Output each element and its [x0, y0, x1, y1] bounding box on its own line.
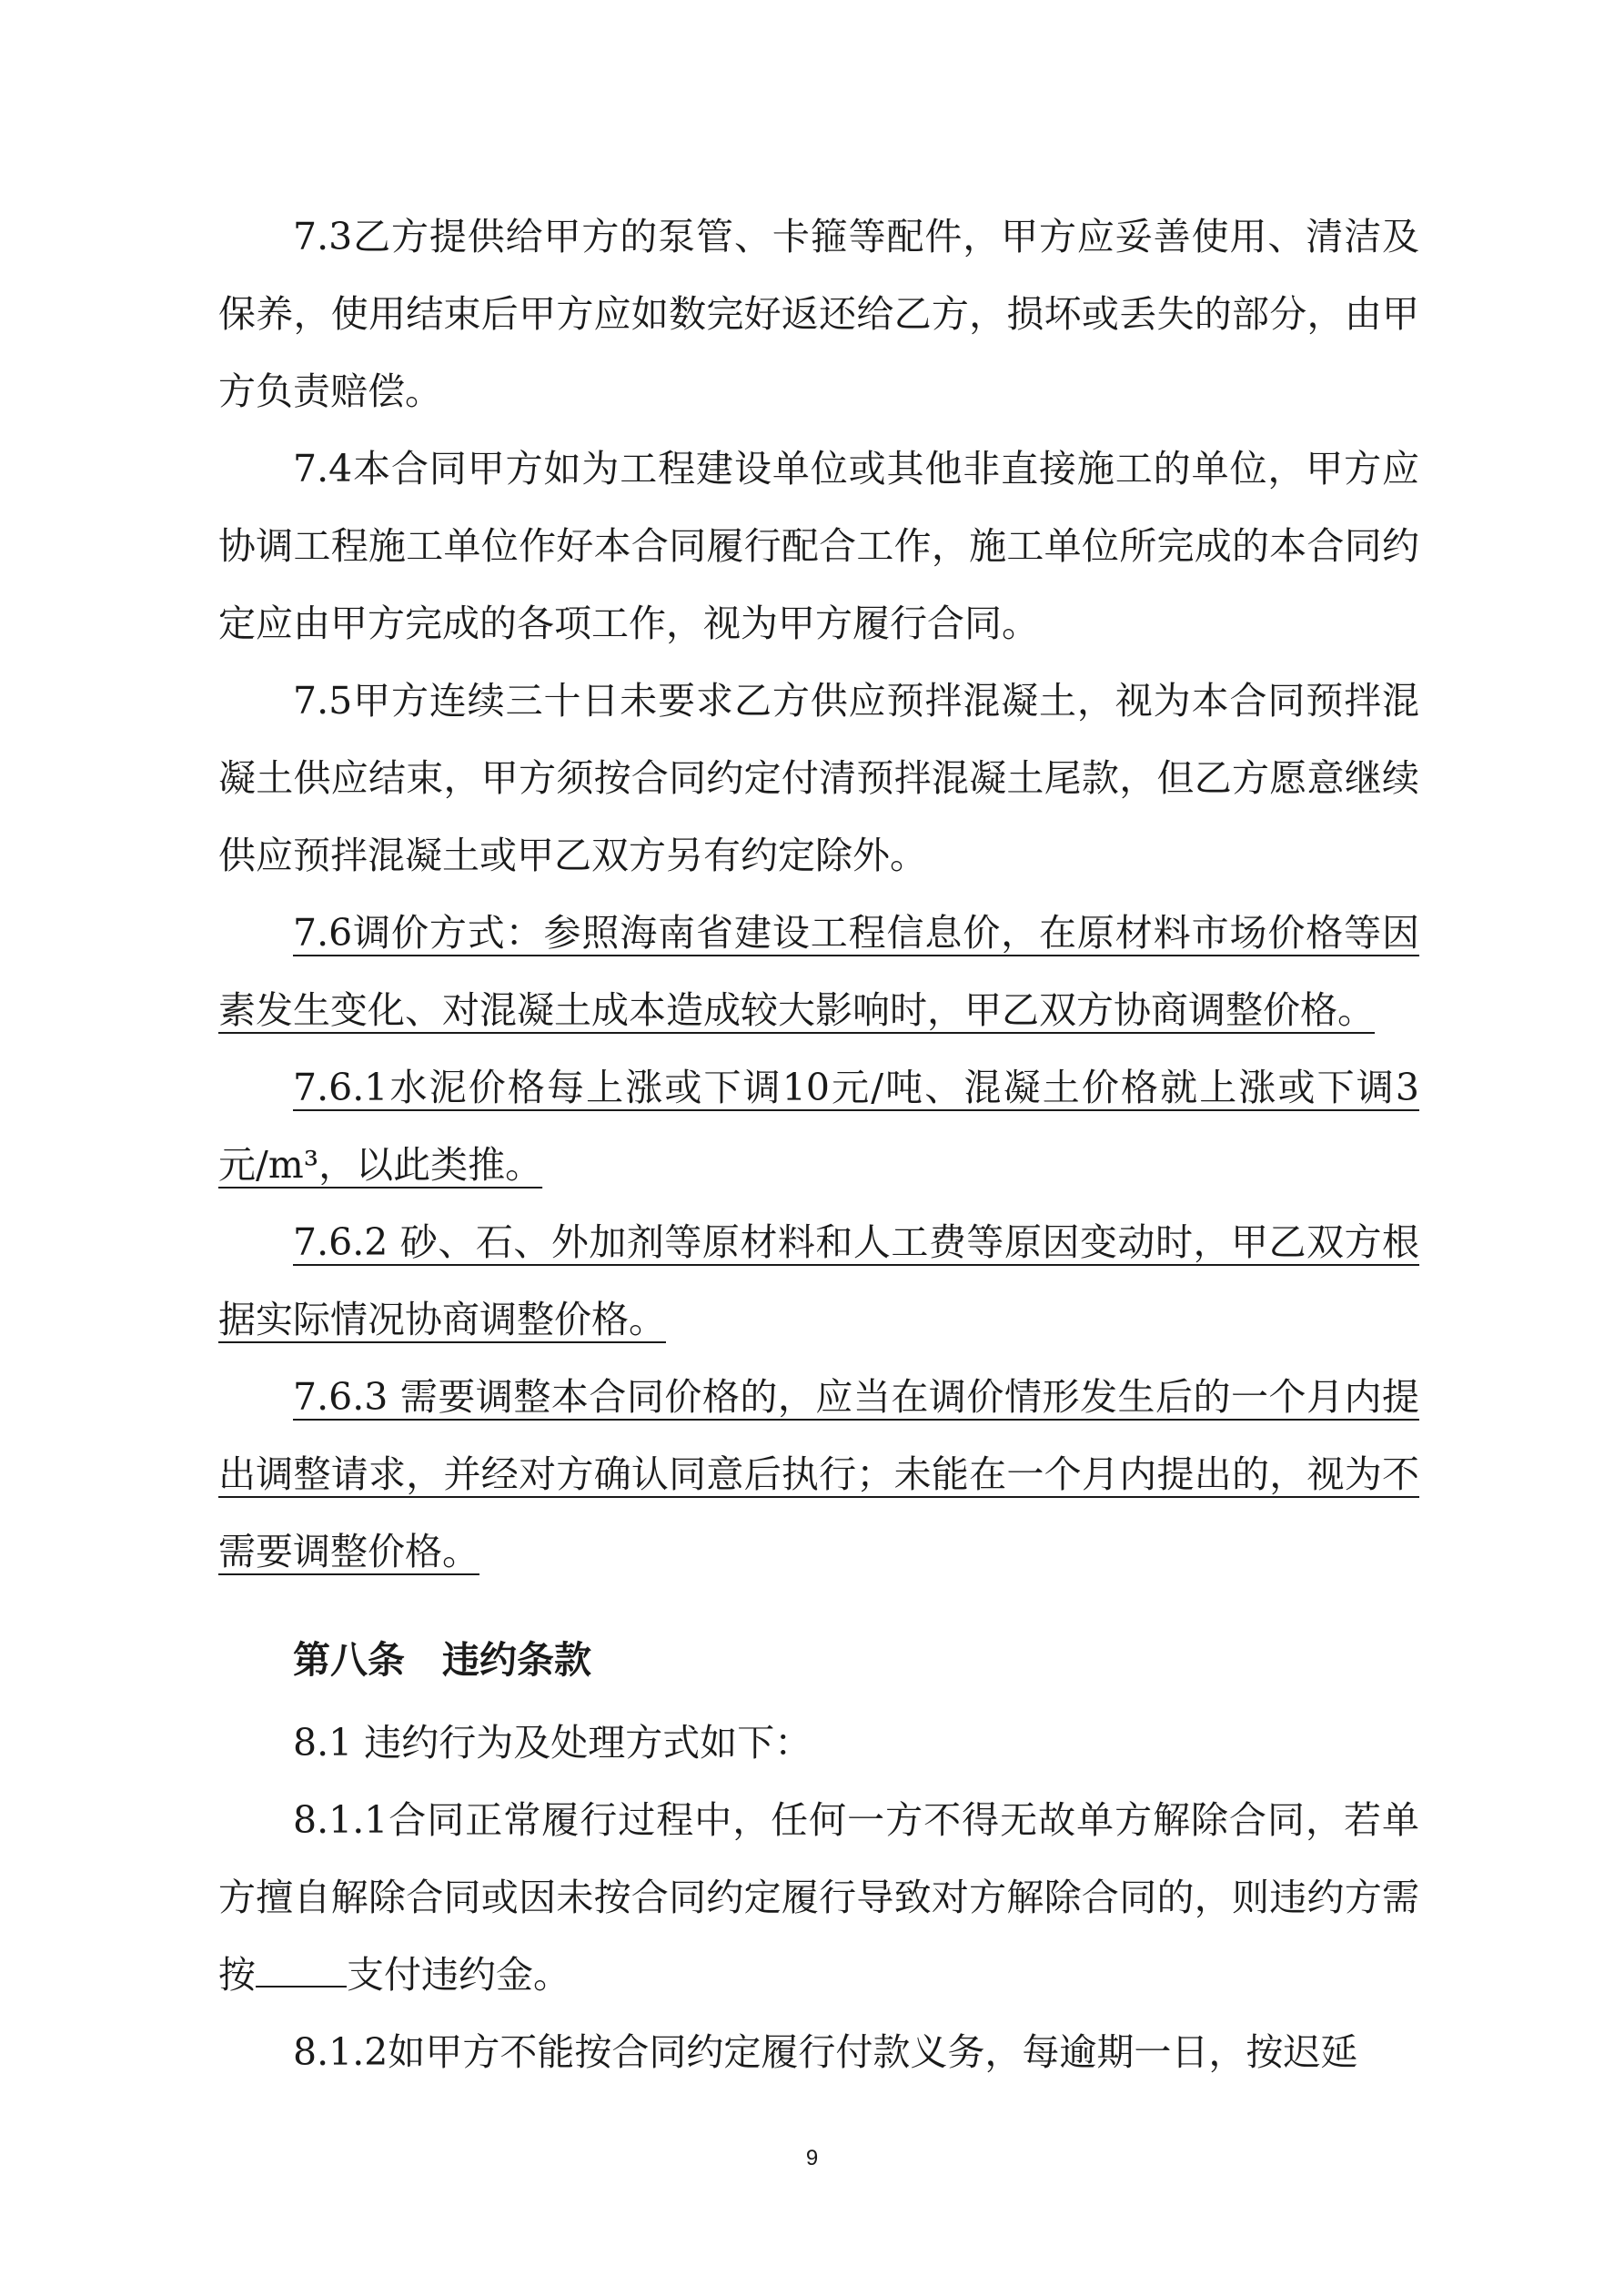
clause-7-6-2: 7.6.2 砂、石、外加剂等原材料和人工费等原因变动时，甲乙双方根据实际情况协商调整价格。 [218, 1220, 1419, 1341]
clause-7-3: 7.3乙方提供给甲方的泵管、卡箍等配件，甲方应妥善使用、清洁及保养，使用结束后甲方应如数完好返还给乙方，损坏或丢失的部分，由甲方负责赔偿。 [218, 215, 1419, 413]
article-8-heading: 第八条 违约条款 [293, 1638, 591, 1682]
page-number: 9 [805, 2146, 819, 2170]
clause-7-4: 7.4本合同甲方如为工程建设单位或其他非直接施工的单位，甲方应协调工程施工单位作好本合同履行配合工作，施工单位所完成的本合同约定应由甲方完成的各项工作，视为甲方履行合同。 [218, 447, 1419, 645]
contract-page-body [218, 198, 1419, 2091]
clause-7-6: 7.6调价方式：参照海南省建设工程信息价，在原材料市场价格等因素发生变化、对混凝土成本造成较大影响时，甲乙双方协商调整价格。 [218, 911, 1419, 1032]
clause-7-5: 7.5甲方连续三十日未要求乙方供应预拌混凝土，视为本合同预拌混凝土供应结束，甲方须按合同约定付清预拌混凝土尾款，但乙方愿意继续供应预拌混凝土或甲乙双方另有约定除外。 [218, 679, 1419, 877]
clause-8-1-1: 8.1.1合同正常履行过程中，任何一方不得无故单方解除合同，若单方擅自解除合同或因未按合同约定履行导致对方解除合同的，则违约方需按 支付违约金。 [218, 1798, 1419, 1997]
clause-7-6-1: 7.6.1水泥价格每上涨或下调10元/吨、混凝土价格就上涨或下调3元/m³，以此类推。 [218, 1066, 1419, 1187]
penalty-blank [256, 1951, 347, 1988]
clause-8-1: 8.1 违约行为及处理方式如下： [293, 1721, 812, 1765]
clause-8-1-2: 8.1.2如甲方不能按合同约定履行付款义务，每逾期一日，按迟延 [293, 2030, 1358, 2074]
clause-7-6-3: 7.6.3 需要调整本合同价格的，应当在调价情形发生后的一个月内提出调整请求，并经对方确认同意后执行；未能在一个月内提出的，视为不需要调整价格。 [218, 1375, 1419, 1573]
